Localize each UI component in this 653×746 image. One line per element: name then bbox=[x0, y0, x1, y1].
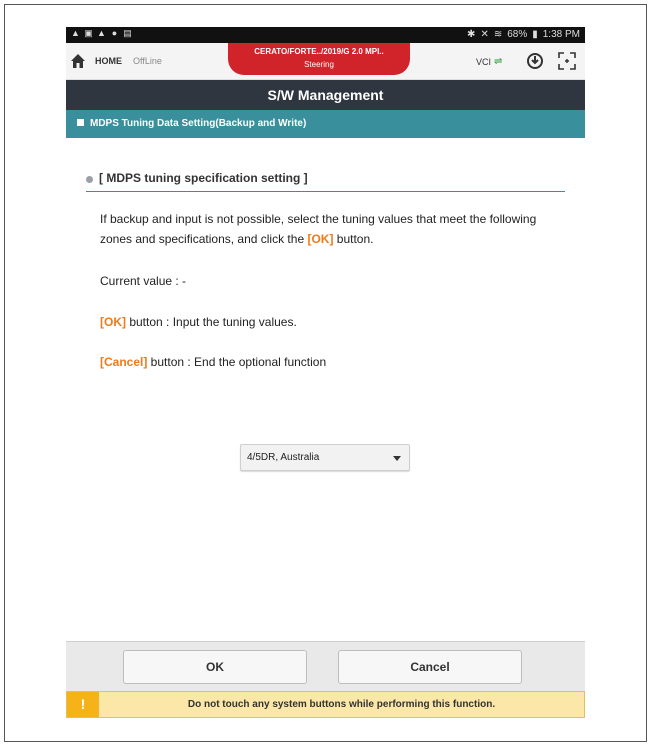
section-heading-text: [ MDPS tuning specification setting ] bbox=[99, 171, 308, 185]
section-heading bbox=[86, 171, 565, 192]
vci-label: VCI bbox=[476, 56, 492, 67]
battery-icon: ▮ bbox=[532, 29, 538, 40]
warning-banner bbox=[66, 691, 585, 718]
vehicle-model: CERATO/FORTE../2019/G 2.0 MPI.. bbox=[254, 47, 384, 56]
instruction-text bbox=[100, 209, 552, 249]
vehicle-info-tab[interactable] bbox=[228, 43, 410, 75]
home-link[interactable]: HOME bbox=[95, 56, 122, 66]
alert-notification-icon: ▲ bbox=[97, 28, 106, 38]
cancel-tag: [Cancel] bbox=[100, 355, 148, 369]
app-notification-icon: ● bbox=[111, 28, 118, 38]
tuning-spec-value: 4/5DR, Australia bbox=[247, 452, 320, 463]
wifi-icon: ≋ bbox=[493, 29, 503, 40]
status-bar bbox=[66, 27, 585, 43]
page-title: S/W Management bbox=[66, 80, 585, 110]
sub-title-bar bbox=[66, 110, 585, 138]
status-icons-left bbox=[71, 29, 132, 38]
app-header bbox=[66, 43, 585, 80]
connection-status: OffLine bbox=[133, 56, 162, 66]
mute-icon: ✕ bbox=[480, 29, 489, 40]
battery-percent: 68% bbox=[507, 29, 528, 40]
warning-notification-icon: ▲ bbox=[71, 28, 80, 38]
ok-desc: button : Input the tuning values. bbox=[126, 315, 297, 329]
clock: 1:38 PM bbox=[542, 29, 580, 40]
instruction-ok-tag: [OK] bbox=[307, 232, 334, 246]
vci-status bbox=[476, 56, 502, 67]
cancel-description bbox=[100, 352, 326, 372]
cancel-desc: button : End the optional function bbox=[147, 355, 327, 369]
warning-message: Do not touch any system buttons while performing this function. bbox=[187, 699, 496, 710]
action-bar bbox=[66, 641, 585, 692]
ok-description bbox=[100, 312, 297, 332]
bluetooth-icon: ✱ bbox=[467, 29, 476, 40]
current-value: Current value : - bbox=[100, 274, 187, 288]
bullet-square-icon bbox=[77, 119, 84, 126]
calendar-notification-icon: ▤ bbox=[123, 28, 132, 38]
instruction-part2: button. bbox=[333, 232, 374, 246]
chevron-down-icon bbox=[393, 456, 401, 461]
cancel-button[interactable]: Cancel bbox=[338, 650, 522, 684]
tuning-spec-select[interactable] bbox=[240, 444, 410, 471]
status-icons-right bbox=[467, 29, 580, 40]
update-icon[interactable] bbox=[525, 51, 545, 71]
sub-title: MDPS Tuning Data Setting(Backup and Write) bbox=[90, 118, 307, 129]
device-screen bbox=[66, 27, 585, 719]
fullscreen-icon[interactable] bbox=[557, 51, 577, 71]
vci-connected-icon: ⇌ bbox=[494, 56, 503, 67]
warning-icon: ! bbox=[67, 692, 99, 717]
bullet-dot-icon bbox=[86, 176, 93, 183]
home-icon[interactable] bbox=[70, 53, 86, 69]
ok-tag: [OK] bbox=[100, 315, 126, 329]
screenshot-notification-icon: ▣ bbox=[84, 28, 93, 38]
ok-button[interactable]: OK bbox=[123, 650, 307, 684]
instruction-part1: If backup and input is not possible, select the tuning values that meet the following zones and specifications, and click the bbox=[100, 212, 537, 246]
vehicle-system: Steering bbox=[304, 60, 334, 69]
